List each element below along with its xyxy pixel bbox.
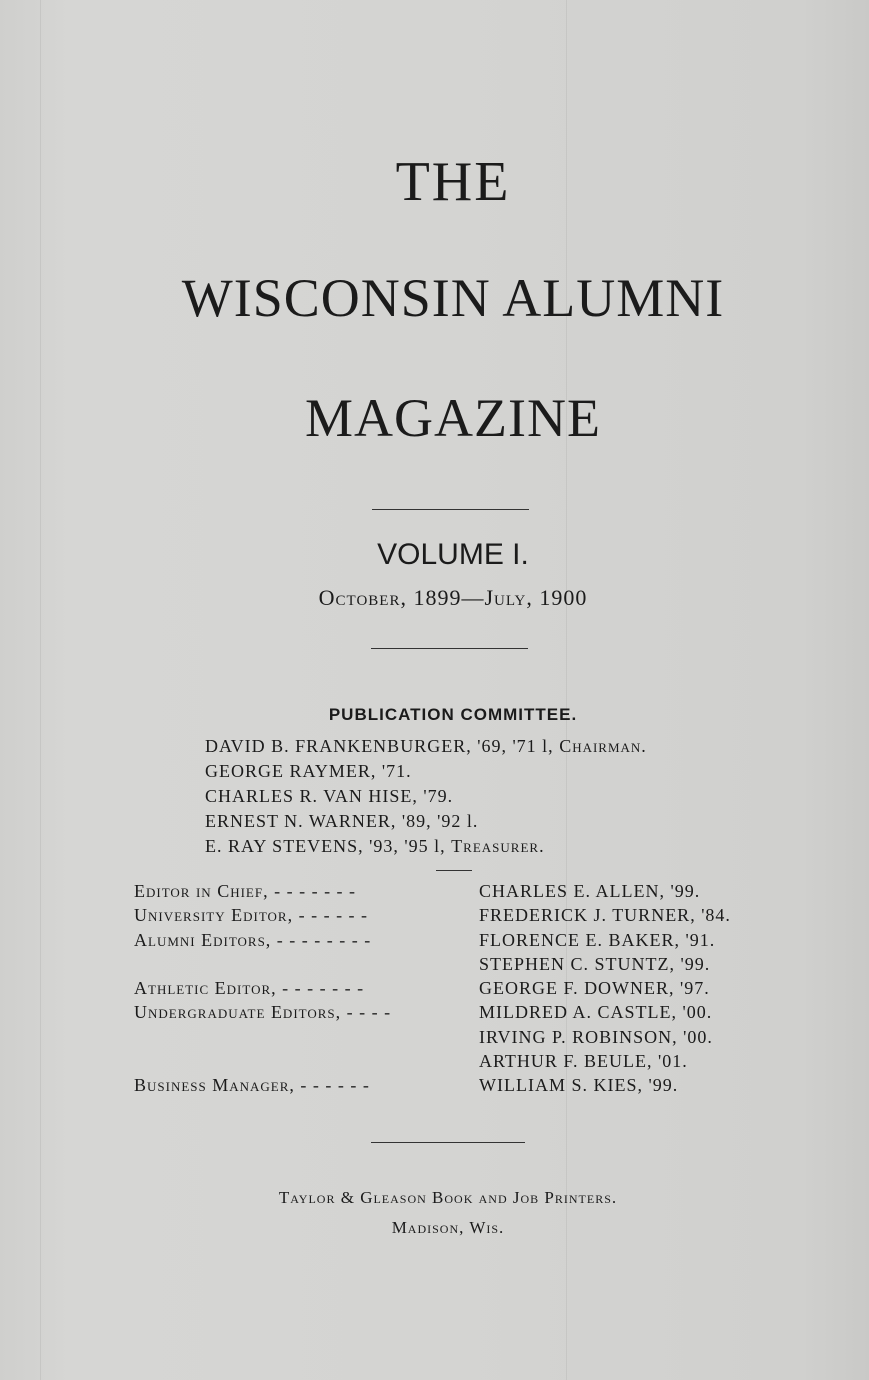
staff-row: [134, 1000, 774, 1024]
staff-role: University Editor, - - - - - -: [134, 905, 369, 926]
staff-row: [134, 976, 774, 1000]
staff-name: MILDRED A. CASTLE, '00.: [479, 1002, 713, 1023]
staff-row: [134, 928, 774, 952]
divider-rule: [371, 648, 528, 649]
staff-row: [134, 1049, 774, 1073]
staff-row: [134, 1073, 774, 1097]
member-role: Treasurer.: [451, 836, 545, 856]
member-name: E. RAY STEVENS, '93, '95 l,: [205, 836, 446, 856]
staff-row: [134, 903, 774, 927]
staff-name: GEORGE F. DOWNER, '97.: [479, 978, 710, 999]
staff-name: STEPHEN C. STUNTZ, '99.: [479, 953, 711, 974]
member-name: GEORGE RAYMER, '71.: [205, 761, 412, 781]
staff-row: [134, 952, 774, 976]
staff-name: IRVING P. ROBINSON, '00.: [479, 1026, 713, 1047]
divider-rule: [371, 1142, 525, 1143]
committee-heading: PUBLICATION COMMITTEE.: [328, 705, 578, 724]
member-role: Chairman.: [559, 736, 647, 756]
title-line-1: THE: [395, 151, 511, 213]
staff-role: Business Manager, - - - - - -: [134, 1075, 370, 1096]
staff-name: CHARLES E. ALLEN, '99.: [479, 881, 701, 901]
staff-name: FLORENCE E. BAKER, '91.: [479, 929, 716, 950]
committee-member: [205, 759, 647, 784]
volume-dates: October, 1899—July, 1900: [318, 585, 588, 610]
staff-row: [134, 879, 774, 903]
title-line-3: MAGAZINE: [305, 388, 601, 448]
staff-list: [134, 879, 774, 1098]
staff-name: ARTHUR F. BEULE, '01.: [479, 1051, 688, 1072]
member-name: ERNEST N. WARNER, '89, '92 l.: [205, 811, 479, 831]
member-name: CHARLES R. VAN HISE, '79.: [205, 786, 454, 806]
printer-city: Madison, Wis.: [391, 1218, 505, 1237]
divider-rule: [372, 509, 529, 510]
staff-role: Alumni Editors, - - - - - - - -: [134, 929, 372, 950]
staff-role: Undergraduate Editors, - - - -: [134, 1002, 392, 1023]
staff-name: FREDERICK J. TURNER, '84.: [479, 905, 731, 926]
printer-credit: Taylor & Gleason Book and Job Printers.: [278, 1188, 618, 1207]
committee-member: [205, 834, 647, 859]
committee-member: [205, 809, 647, 834]
short-divider-rule: [436, 870, 472, 871]
volume-label: VOLUME I.: [377, 538, 529, 571]
committee-list: [205, 734, 647, 859]
committee-member: [205, 734, 647, 759]
staff-name: WILLIAM S. KIES, '99.: [479, 1075, 679, 1096]
staff-row: [134, 1025, 774, 1049]
member-name: DAVID B. FRANKENBURGER, '69, '71 l,: [205, 736, 554, 756]
title-line-2: WISCONSIN ALUMNI: [181, 268, 725, 328]
staff-role: Athletic Editor, - - - - - - -: [134, 978, 365, 999]
staff-role: Editor in Chief, - - - - - - -: [134, 881, 357, 901]
committee-member: [205, 784, 647, 809]
